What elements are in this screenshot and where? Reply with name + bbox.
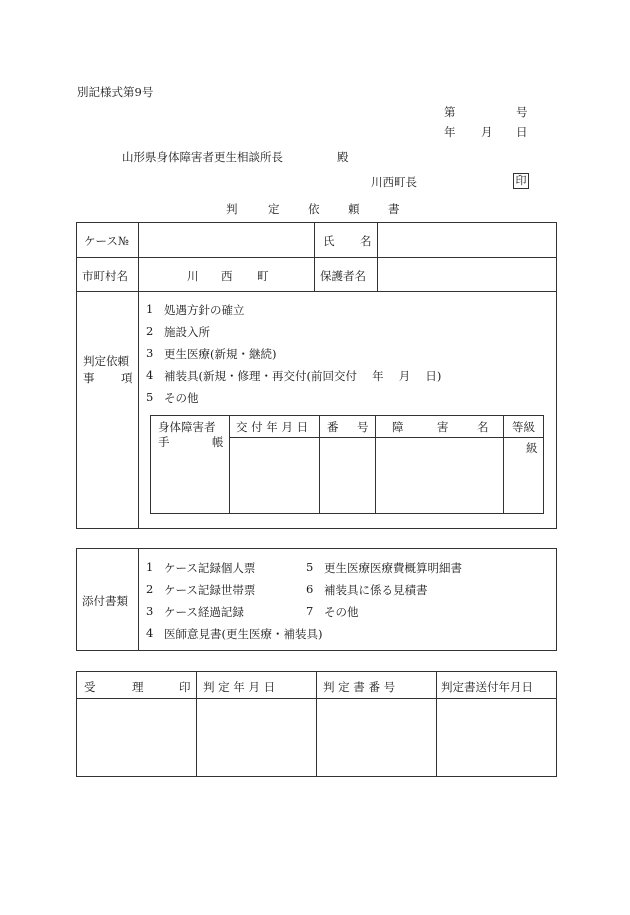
request-items-label-1: 判定依頼: [83, 354, 129, 368]
request-items-label-2a: 事: [83, 371, 95, 385]
attachment-3-num: 3: [146, 604, 154, 618]
municipality-char-3: 町: [257, 269, 269, 283]
disability-label-1: 障: [392, 420, 404, 434]
title-char-1: 判: [226, 202, 238, 216]
case-no-label: ケース№: [84, 234, 129, 248]
disability-label-3: 名: [477, 420, 489, 434]
attachment-2: ケース記録世帯票: [164, 583, 256, 597]
receipt-label-2: 理: [132, 680, 144, 694]
judgment-number-label: 判 定 書 番 号: [323, 680, 396, 694]
request-item-1: 処遇方針の確立: [164, 303, 245, 317]
attachment-1: ケース記録個人票: [164, 561, 256, 575]
number-col-label-1: 番: [327, 420, 339, 434]
request-item-2-num: 2: [146, 324, 154, 338]
addressee: 山形県身体障害者更生相談所長: [122, 150, 283, 164]
attachment-1-num: 1: [146, 560, 154, 574]
grade-unit: 級: [526, 441, 538, 455]
disability-label-2: 害: [437, 420, 449, 434]
title-char-3: 依: [308, 202, 320, 216]
request-item-5-num: 5: [146, 390, 154, 404]
request-item-3: 更生医療(新規・継続): [164, 347, 277, 361]
notebook-label-1: 身体障害者: [158, 420, 216, 434]
municipality-char-1: 川: [187, 269, 199, 283]
attachment-6-num: 6: [306, 582, 314, 596]
attachment-5-num: 5: [306, 560, 314, 574]
attachment-7: その他: [324, 605, 359, 619]
title-char-5: 書: [388, 202, 400, 216]
issue-date-label: 交 付 年 月 日: [236, 420, 309, 434]
request-items-label-2b: 項: [121, 371, 133, 385]
number-suffix: 号: [516, 105, 528, 119]
honorific: 殿: [337, 150, 349, 164]
name-label-2: 名: [360, 234, 372, 248]
request-item-1-num: 1: [146, 302, 154, 316]
attachment-4-num: 4: [146, 626, 154, 640]
month-label: 月: [481, 125, 493, 139]
title-char-4: 頼: [348, 202, 360, 216]
request-item-4-num: 4: [146, 368, 154, 382]
attachment-2-num: 2: [146, 582, 154, 596]
receipt-label-1: 受: [84, 680, 96, 694]
title-char-2: 定: [268, 202, 280, 216]
guardian-label: 保護者名: [320, 269, 366, 283]
seal-mark: 印: [513, 173, 529, 189]
attachments-label: 添付書類: [82, 594, 128, 608]
notebook-label-2a: 手: [158, 435, 170, 449]
form-number: 別記様式第9号: [77, 85, 154, 99]
request-item-5: その他: [164, 391, 199, 405]
receipt-label-3: 印: [179, 680, 191, 694]
request-item-4: 補装具(新規・修理・再交付(前回交付 年 月 日): [164, 369, 442, 383]
sender: 川西町長: [371, 175, 417, 189]
request-item-2: 施設入所: [164, 325, 210, 339]
attachment-5: 更生医療医療費概算明細書: [324, 561, 462, 575]
judgment-date-label: 判 定 年 月 日: [203, 680, 276, 694]
notebook-label-2b: 帳: [212, 435, 224, 449]
name-label-1: 氏: [323, 234, 335, 248]
attachment-4: 医師意見書(更生医療・補装具): [164, 627, 323, 641]
municipality-label: 市町村名: [82, 269, 128, 283]
grade-label: 等級: [512, 420, 535, 434]
send-date-label: 判定書送付年月日: [441, 680, 533, 694]
request-item-3-num: 3: [146, 346, 154, 360]
attachment-6: 補装具に係る見積書: [324, 583, 428, 597]
attachment-3: ケース経過記録: [164, 605, 244, 619]
year-label: 年: [444, 125, 456, 139]
attachment-7-num: 7: [306, 604, 314, 618]
number-label: 第: [444, 105, 456, 119]
number-col-label-2: 号: [357, 420, 369, 434]
municipality-char-2: 西: [221, 269, 233, 283]
day-label: 日: [516, 125, 528, 139]
